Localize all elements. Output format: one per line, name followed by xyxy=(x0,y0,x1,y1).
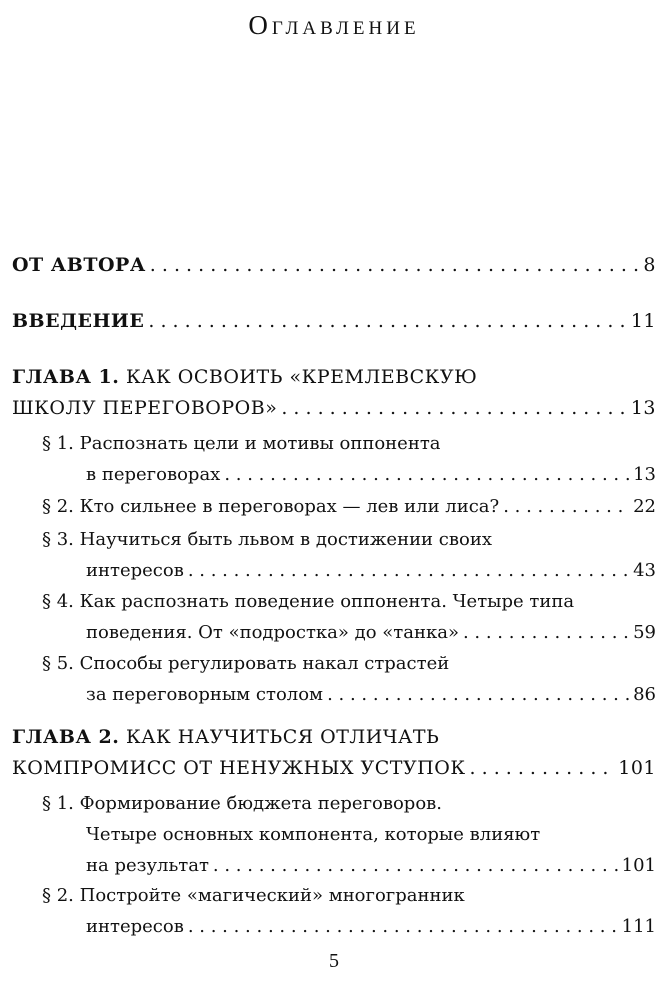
toc-entry-title: ОТ АВТОРА xyxy=(12,254,146,276)
section-number: § 1. xyxy=(42,433,74,454)
toc-chapter-2[interactable] xyxy=(12,722,656,784)
chapter-prefix: ГЛАВА 2. xyxy=(12,726,120,748)
dot-leader xyxy=(503,491,629,522)
dot-leader xyxy=(150,250,640,281)
toc-entry-intro[interactable] xyxy=(12,306,656,337)
page-number: 101 xyxy=(618,757,656,779)
dot-leader xyxy=(188,911,618,942)
section-title-line: Кто сильнее в переговорах — лев или лиса? xyxy=(79,496,500,517)
chapter-title-line: КАК НАУЧИТЬСЯ ОТЛИЧАТЬ xyxy=(125,726,440,748)
dot-leader xyxy=(188,555,629,586)
dot-leader xyxy=(463,617,629,648)
section-number: § 2. xyxy=(42,885,74,906)
section-title-line: интересов xyxy=(86,916,184,937)
chapter-title-line: КОМПРОМИСС ОТ НЕНУЖНЫХ УСТУПОК xyxy=(12,757,466,779)
toc-section-2-2[interactable] xyxy=(42,880,656,942)
section-title-line: Способы регулировать накал страстей xyxy=(79,653,450,674)
page-number: 22 xyxy=(633,496,656,517)
chapter-prefix: ГЛАВА 1. xyxy=(12,366,120,388)
section-title-line: за переговорным столом xyxy=(86,684,324,705)
toc-section-2-1[interactable] xyxy=(42,788,656,881)
toc-section-1-3[interactable] xyxy=(42,524,656,586)
section-title-line: Четыре основных компонента, которые влияют xyxy=(86,824,541,845)
toc-entry-from-author[interactable] xyxy=(12,250,656,281)
section-title-line: Формирование бюджета переговоров. xyxy=(79,793,443,814)
section-number: § 1. xyxy=(42,793,74,814)
page-number: 43 xyxy=(633,560,656,581)
page-number: 59 xyxy=(633,622,656,643)
toc-section-1-5[interactable] xyxy=(42,648,656,710)
toc-entry-title: ВВЕДЕНИЕ xyxy=(12,310,145,332)
page-title: Оглавление xyxy=(248,10,420,40)
dot-leader xyxy=(148,306,626,337)
page-number: 101 xyxy=(621,855,656,876)
section-number: § 5. xyxy=(42,653,74,674)
chapter-title-line: ШКОЛУ ПЕРЕГОВОРОВ» xyxy=(12,397,278,419)
toc-section-1-1[interactable] xyxy=(42,428,656,490)
page-number: 13 xyxy=(630,397,656,419)
toc-chapter-1[interactable] xyxy=(12,362,656,424)
dot-leader xyxy=(327,679,629,710)
section-number: § 2. xyxy=(42,496,74,517)
section-title-line: Научиться быть львом в достижении своих xyxy=(79,529,492,550)
section-title-line: интересов xyxy=(86,560,184,581)
dot-leader xyxy=(213,850,618,881)
page-number: 13 xyxy=(633,464,656,485)
section-title-line: в переговорах xyxy=(86,464,221,485)
dot-leader xyxy=(224,459,629,490)
dot-leader xyxy=(470,753,615,784)
page-number: 86 xyxy=(633,684,656,705)
section-title-line: поведения. От «подростка» до «танка» xyxy=(86,622,459,643)
toc-section-1-2[interactable] xyxy=(42,491,656,522)
section-title-line: Постройте «магический» многогранник xyxy=(79,885,465,906)
section-number: § 3. xyxy=(42,529,74,550)
page-number: 8 xyxy=(643,254,656,276)
section-title-line: Распознать цели и мотивы оппонента xyxy=(79,433,441,454)
section-title-line: Как распознать поведение оппонента. Четыре типа xyxy=(79,591,575,612)
page-number: 111 xyxy=(621,916,656,937)
page-number-footer: 5 xyxy=(329,950,339,972)
section-number: § 4. xyxy=(42,591,74,612)
chapter-title-line: КАК ОСВОИТЬ «КРЕМЛЕВСКУЮ xyxy=(125,366,478,388)
section-title-line: на результат xyxy=(86,855,209,876)
page-number: 11 xyxy=(630,310,656,332)
toc-section-1-4[interactable] xyxy=(42,586,656,648)
dot-leader xyxy=(281,393,626,424)
